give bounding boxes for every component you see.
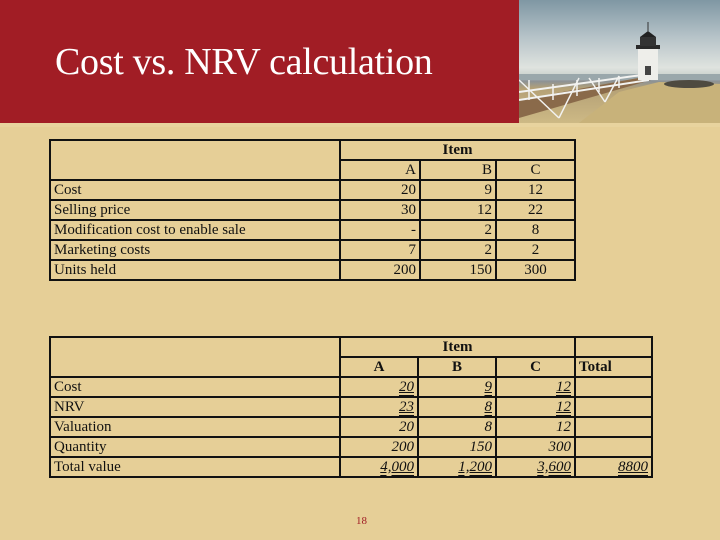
cell-b: 8 [484,399,492,415]
column-header-total: Total [575,357,652,377]
row-label: Marketing costs [50,240,340,260]
column-header-b: B [420,160,496,180]
cell-c: 300 [496,260,575,280]
table-row [50,260,575,280]
table-corner [50,140,340,180]
title-banner [0,0,519,123]
row-label: Modification cost to enable sale [50,220,340,240]
cell-c: 12 [556,379,571,395]
row-label: Selling price [50,200,340,220]
lighthouse-photo [519,0,720,123]
row-label: Cost [50,180,340,200]
row-label: Units held [50,260,340,280]
cell-total: 8800 [618,459,648,475]
table-row [50,437,652,457]
cell-b: 9 [484,379,492,395]
table-row [50,240,575,260]
valuation-table [49,336,653,478]
cell-total [575,417,652,437]
cell-b: 2 [420,220,496,240]
table-row [50,397,652,417]
cell-b: 1,200 [458,459,492,475]
cell-a: 23 [399,399,414,415]
row-label: Cost [50,377,340,397]
row-label: NRV [50,397,340,417]
table-row [50,180,575,200]
row-label: Total value [50,457,340,477]
column-header-a: A [340,160,420,180]
cell-c: 8 [496,220,575,240]
cell-b: 150 [418,437,496,457]
cell-c: 12 [496,180,575,200]
cell-c: 12 [496,417,575,437]
cell-a: 20 [340,180,420,200]
group-header-item: Item [340,337,575,357]
cell-a: 20 [399,379,414,395]
cell-a: 20 [340,417,418,437]
lighthouse-image-icon [519,0,720,123]
group-header-item: Item [340,140,575,160]
cell-b: 2 [420,240,496,260]
table-row [50,457,652,477]
cell-b: 150 [420,260,496,280]
cell-total [575,377,652,397]
cell-a: 4,000 [380,459,414,475]
cell-total [575,397,652,417]
cell-c: 2 [496,240,575,260]
cell-a: 200 [340,260,420,280]
banner-divider [0,123,720,127]
inputs-table [49,139,576,281]
table-row [50,377,652,397]
cell-c: 22 [496,200,575,220]
cell-c: 12 [556,399,571,415]
table-row [50,417,652,437]
column-header-c: C [496,160,575,180]
cell-a: - [340,220,420,240]
cell-a: 30 [340,200,420,220]
cell-a: 200 [340,437,418,457]
cell-b: 12 [420,200,496,220]
row-label: Valuation [50,417,340,437]
column-header-c: C [496,357,575,377]
cell-c: 300 [496,437,575,457]
column-header-a: A [340,357,418,377]
cell-total [575,437,652,457]
table-row [50,200,575,220]
cell-b: 8 [418,417,496,437]
cell-b: 9 [420,180,496,200]
table-corner [50,337,340,377]
row-label: Quantity [50,437,340,457]
page-number: 18 [356,515,367,527]
column-header-b: B [418,357,496,377]
total-header-spacer [575,337,652,357]
slide-title: Cost vs. NRV calculation [55,41,433,83]
cell-c: 3,600 [537,459,571,475]
table-row [50,220,575,240]
cell-a: 7 [340,240,420,260]
